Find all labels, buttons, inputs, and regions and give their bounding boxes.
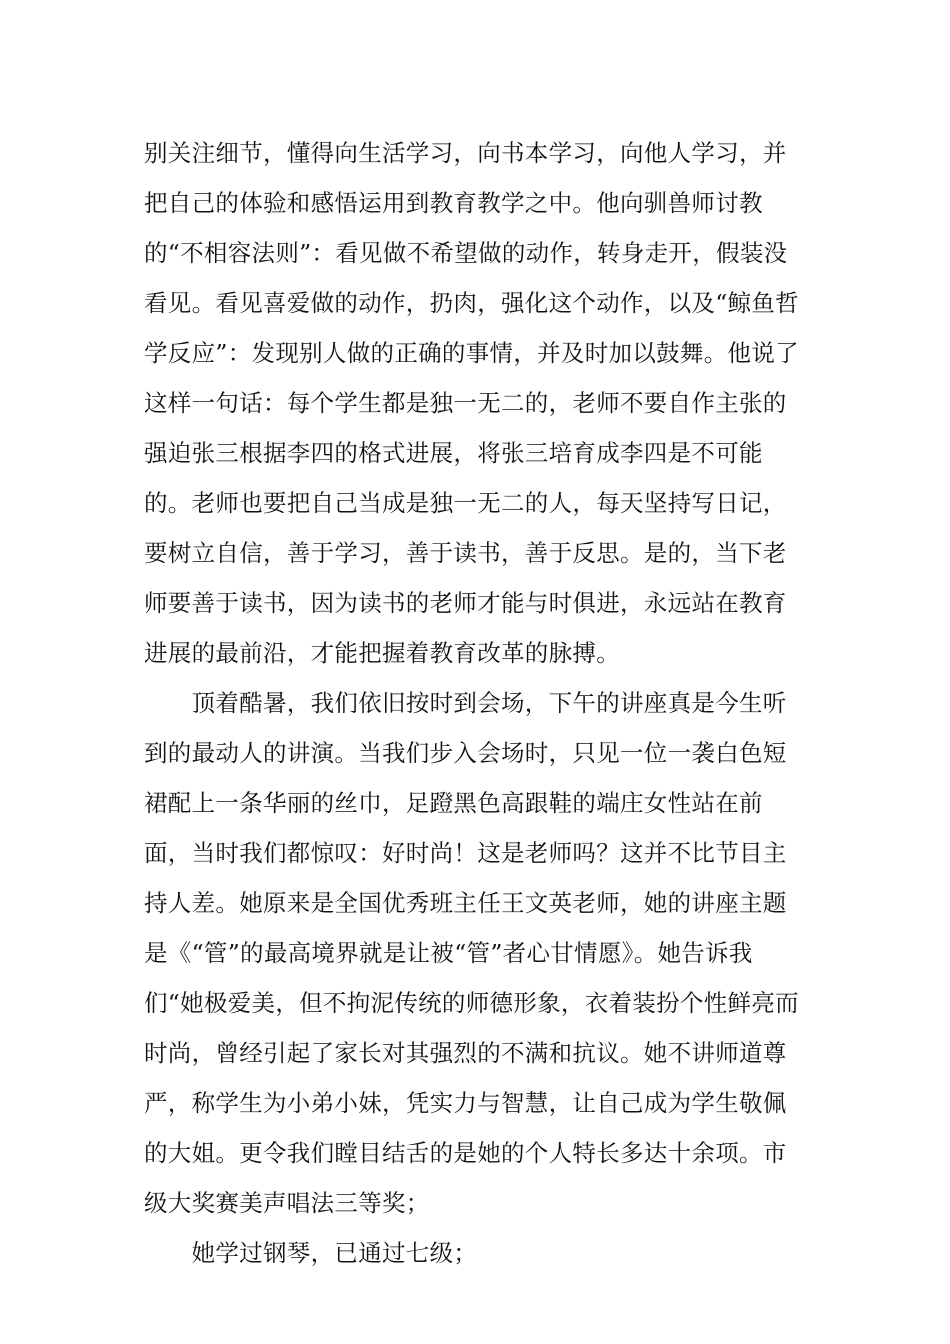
paragraph-1: 别关注细节，懂得向生活学习，向书本学习，向他人学习，并把自己的体验和感悟运用到教育教学之中。他向驯兽师讨教的“不相容法则”：看见做不希望做的动作，转身走开，假装没看见。看见喜爱做的动作，扔肉，强化这个动作，以及“鲸鱼哲学反应”：发现别人做的正确的事情，并及时加以鼓舞。他说了这样一句话：每个学生都是独一无二的，老师不要自作主张的强迫张三根据李四的格式进展，将张三培育成李四是不可能的。老师也要把自己当成是独一无二的人，每天坚持写日记，要树立自信，善于学习，善于读书，善于反思。是的，当下老师要善于读书，因为读书的老师才能与时俱进，永远站在教育进展的最前沿，才能把握着教育改革的脉搏。 [144, 139, 799, 667]
body-text [144, 128, 808, 1278]
paragraph-2: 顶着酷暑，我们依旧按时到会场，下午的讲座真是今生听到的最动人的讲演。当我们步入会场时，只见一位一袭白色短裙配上一条华丽的丝巾，足蹬黑色高跟鞋的端庄女性站在前面，当时我们都惊叹：好时尚！这是老师吗？这并不比节目主持人差。她原来是全国优秀班主任王文英老师，她的讲座主题是《“管”的最高境界就是让被“管”者心甘情愿》。她告诉我们“她极爱美，但不拘泥传统的师德形象，衣着装扮个性鲜亮而时尚，曾经引起了家长对其强烈的不满和抗议。她不讲师道尊严，称学生为小弟小妹，凭实力与智慧，让自己成为学生敬佩的大姐。更令我们瞠目结舌的是她的个人特长多达十余项。市级大奖赛美声唱法三等奖； [144, 689, 799, 1217]
paragraph-3: 她学过钢琴，已通过七级； [144, 1239, 478, 1267]
